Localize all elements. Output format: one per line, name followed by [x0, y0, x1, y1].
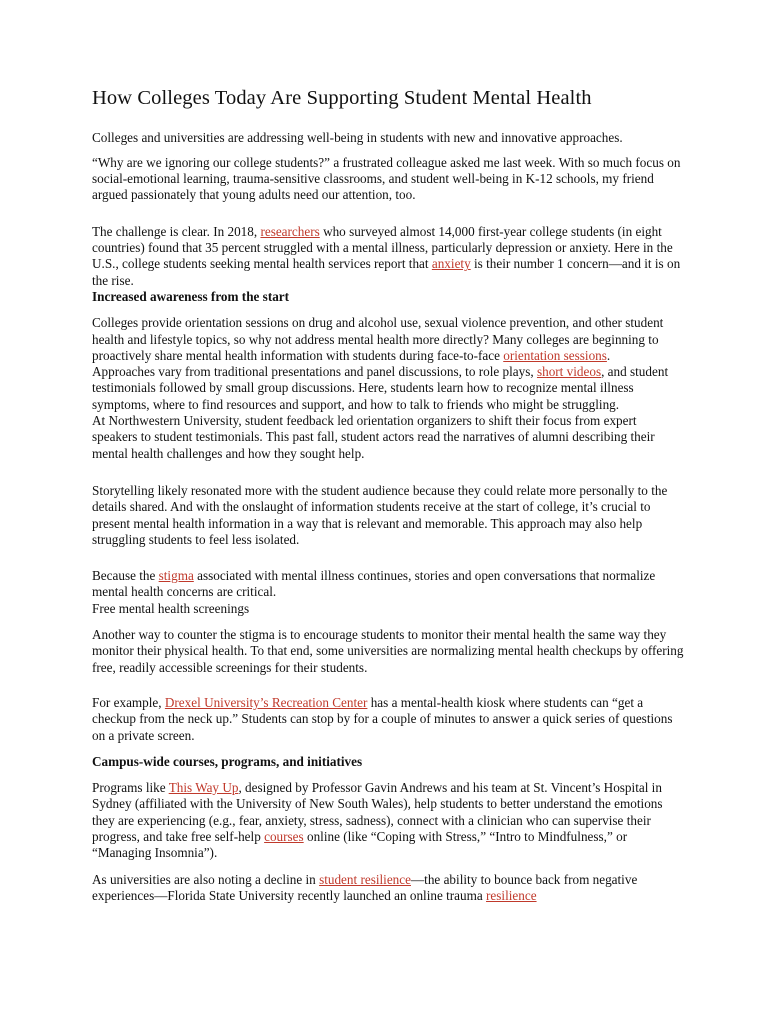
- heading-campus-wide: Campus-wide courses, programs, and initiatives: [92, 753, 363, 769]
- paragraph-counter-stigma: Another way to counter the stigma is to encourage students to monitor their mental health the same way they monitor their physical health. To that end, some universities are normalizing mental health checkups by offering free, readily accessible screenings for their students.: [92, 627, 684, 675]
- link-courses[interactable]: courses: [264, 828, 304, 844]
- paragraph-ignoring-students: “Why are we ignoring our college students?” a frustrated colleague asked me last week. With so much focus on social-emotional learning, trauma-sensitive classrooms, and student well-being in K-12 schools, my friend argued passionately that young adults need our attention, too.: [92, 154, 681, 203]
- link-researchers[interactable]: researchers: [260, 223, 320, 239]
- paragraph-northwestern: At Northwestern University, student feedback led orientation organizers to shift their focus from expert speakers to student testimonials. This past fall, student actors read the narratives of alumni describing their mental health challenges and how they sought help.: [92, 413, 655, 461]
- article: [92, 86, 684, 904]
- link-short-videos[interactable]: short videos: [536, 364, 602, 380]
- link-this-way-up[interactable]: This Way Up: [168, 780, 239, 796]
- paragraph-challenge: The challenge is clear. In 2018, researchers who surveyed almost 14,000 first-year college students (in eight countries) found that 35 percent struggled with a mental illness, particularly depression or anxiety. Here in the U.S., college students seeking mental health services report that anxiety is their number 1 concern—and it is on the rise.: [92, 223, 681, 288]
- link-anxiety[interactable]: anxiety: [431, 256, 471, 272]
- paragraph-stigma: Because the stigma associated with mental illness continues, stories and open conversations that normalize mental health concerns are critical.: [92, 568, 656, 600]
- heading-increased-awareness: Increased awareness from the start: [92, 288, 290, 304]
- link-stigma[interactable]: stigma: [158, 568, 194, 584]
- paragraph-orientation: Colleges provide orientation sessions on drug and alcohol use, sexual violence prevention, and other student health and lifestyle topics, so why not address mental health more directly? Many colleges are beginning to proactively share mental health information with students during face-to-face orientation sessions.: [92, 315, 664, 363]
- intro-paragraph: Colleges and universities are addressing well-being in students with new and innovative approaches.: [92, 129, 623, 145]
- article-title: How Colleges Today Are Supporting Student Mental Health: [92, 87, 592, 109]
- paragraph-storytelling: Storytelling likely resonated more with the student audience because they could relate more personally to the details shared. And with the onslaught of information students receive at the start of college, it’s crucial to present mental health information in a way that is relevant and memorable. This approach may also help struggling students to feel less isolated.: [92, 482, 668, 547]
- link-drexel-recreation-center[interactable]: Drexel University’s Recreation Center: [164, 694, 368, 710]
- paragraph-this-way-up: Programs like This Way Up, designed by Professor Gavin Andrews and his team at St. Vincent’s Hospital in Sydney (affiliated with the University of New South Wales), help students to better understand the emotions they are experiencing (e.g., fear, anxiety, stress, sadness), connect with a clinician who can supervise their progress, and take free self-help courses online (like “Coping with Stress,” “Intro to Mindfulness,” or “Managing Insomnia”).: [92, 780, 663, 861]
- paragraph-drexel: For example, Drexel University’s Recreation Center has a mental-health kiosk where students can “get a checkup from the neck up.” Students can stop by for a couple of minutes to answer a quick series of questions on a private screen.: [92, 694, 673, 743]
- link-orientation-sessions[interactable]: orientation sessions: [503, 347, 607, 363]
- paragraph-resilience: As universities are also noting a decline in student resilience—the ability to bounce back from negative experiences—Florida State University recently launched an online trauma resilience: [92, 871, 638, 903]
- heading-free-screenings: Free mental health screenings: [92, 600, 250, 616]
- link-resilience[interactable]: resilience: [486, 887, 537, 903]
- link-student-resilience[interactable]: student resilience: [319, 871, 411, 887]
- paragraph-approaches: Approaches vary from traditional presentations and panel discussions, to role plays, short videos, and student testimonials followed by small group discussions. Here, students learn how to recognize mental illness symptoms, where to find resources and support, and how to talk to friends who might be struggling.: [92, 364, 669, 412]
